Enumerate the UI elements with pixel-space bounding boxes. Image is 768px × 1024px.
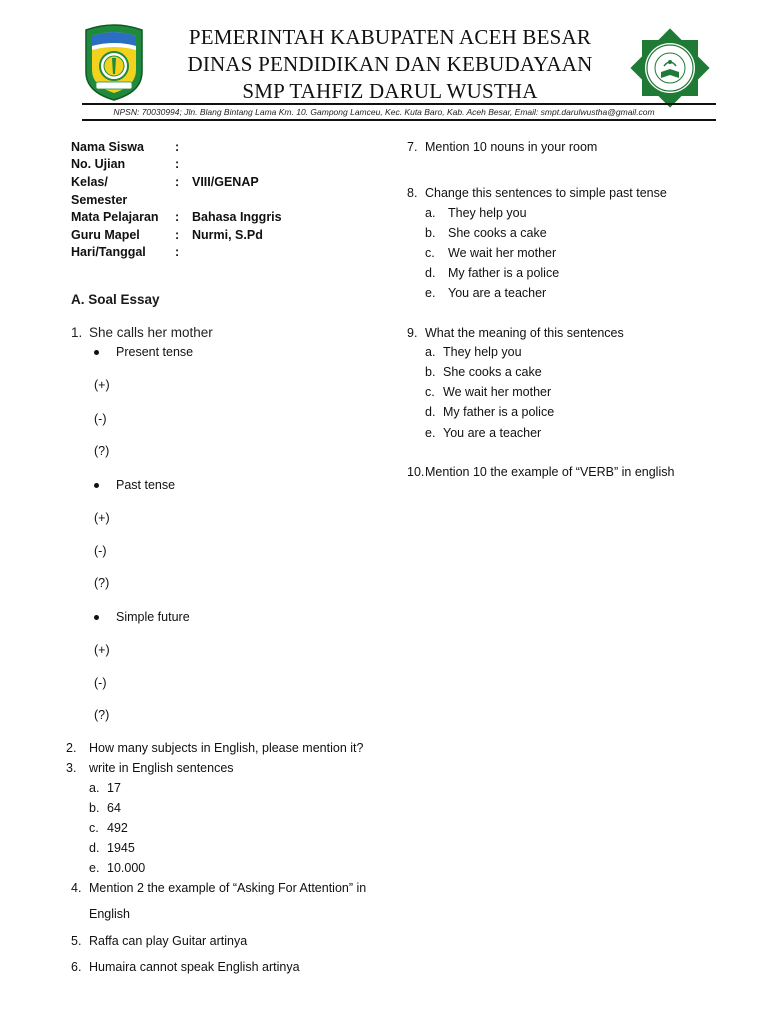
tense-label: Present tense (116, 345, 194, 359)
answer-mark: (+) (94, 643, 110, 657)
answer-mark: (?) (94, 576, 110, 590)
question-text: Mention 2 the example of “Asking For Attention” in (89, 881, 367, 895)
item-letter: c. (89, 821, 99, 835)
question-text-continued: English (89, 907, 130, 921)
question-number: 10. (407, 465, 425, 479)
answer-mark: (+) (94, 511, 110, 525)
item-text: 10.000 (107, 861, 146, 875)
bullet-icon (94, 350, 99, 355)
item-text: 17 (107, 781, 121, 795)
question-text: Mention 10 nouns in your room (425, 140, 598, 154)
item-letter: c. (425, 246, 435, 260)
question-text: What the meaning of this sentences (425, 326, 624, 340)
question-text: She calls her mother (89, 325, 213, 340)
section-title: A. Soal Essay (71, 292, 160, 307)
info-colon: : (175, 175, 180, 189)
answer-mark: (-) (94, 412, 107, 426)
item-letter: e. (89, 861, 100, 875)
item-text: 492 (107, 821, 128, 835)
info-colon: : (175, 140, 180, 154)
item-text: She cooks a cake (448, 226, 547, 240)
answer-mark: (+) (94, 378, 110, 392)
tense-label: Past tense (116, 478, 176, 492)
question-number: 5. (71, 934, 82, 948)
answer-mark: (?) (94, 708, 110, 722)
tense-label: Simple future (116, 610, 190, 624)
item-letter: d. (425, 266, 436, 280)
info-label: Semester (71, 193, 128, 207)
item-text: They help you (443, 345, 522, 359)
item-text: 64 (107, 801, 121, 815)
item-letter: a. (89, 781, 100, 795)
info-colon: : (175, 228, 180, 242)
item-text: You are a teacher (448, 286, 547, 300)
item-letter: a. (425, 345, 436, 359)
question-text: Raffa can play Guitar artinya (89, 934, 248, 948)
item-text: 1945 (107, 841, 135, 855)
question-text: Humaira cannot speak English artinya (89, 960, 300, 974)
header-line-2: DINAS PENDIDIKAN DAN KEBUDAYAAN (187, 52, 593, 76)
info-value: Bahasa Inggris (192, 210, 282, 224)
item-letter: a. (425, 206, 436, 220)
info-label: No. Ujian (71, 157, 126, 171)
question-number: 3. (66, 761, 77, 775)
question-number: 1. (71, 325, 83, 340)
item-text: You are a teacher (443, 426, 542, 440)
question-number: 9. (407, 326, 418, 340)
item-letter: b. (89, 801, 100, 815)
info-value: VIII/GENAP (192, 175, 259, 189)
answer-mark: (-) (94, 544, 107, 558)
info-label: Guru Mapel (71, 228, 140, 242)
item-text: She cooks a cake (443, 365, 542, 379)
item-letter: d. (425, 405, 436, 419)
question-number: 8. (407, 186, 418, 200)
info-label: Mata Pelajaran (71, 210, 159, 224)
bullet-icon (94, 615, 99, 620)
info-colon: : (175, 210, 180, 224)
header-divider-thin (82, 119, 716, 121)
item-text: We wait her mother (448, 246, 557, 260)
aceh-besar-emblem (82, 20, 146, 102)
item-letter: b. (425, 226, 436, 240)
info-colon: : (175, 157, 180, 171)
question-text: Mention 10 the example of “VERB” in english (425, 465, 675, 479)
item-letter: e. (425, 426, 436, 440)
info-label: Nama Siswa (71, 140, 144, 154)
question-text: write in English sentences (89, 761, 234, 775)
info-colon: : (175, 245, 180, 259)
info-label: Hari/Tanggal (71, 245, 146, 259)
item-text: They help you (448, 206, 527, 220)
item-text: My father is a police (443, 405, 555, 419)
school-address: NPSN: 70030994; Jln. Blang Bintang Lama Km. 10. Gampong Lamceu, Kec. Kuta Baro, Kab. Aceh Besar, Email: smpt.darulwustha@gmail.com (113, 107, 655, 117)
question-number: 4. (71, 881, 82, 895)
question-text: Change this sentences to simple past tense (425, 186, 667, 200)
item-letter: d. (89, 841, 100, 855)
header-line-3: SMP TAHFIZ DARUL WUSTHA (242, 79, 538, 103)
item-letter: b. (425, 365, 436, 379)
info-label: Kelas/ (71, 175, 108, 189)
answer-mark: (?) (94, 444, 110, 458)
question-number: 7. (407, 140, 418, 154)
question-number: 2. (66, 741, 77, 755)
question-text: How many subjects in English, please mention it? (89, 741, 364, 755)
item-letter: e. (425, 286, 436, 300)
item-letter: c. (425, 385, 435, 399)
answer-mark: (-) (94, 676, 107, 690)
item-text: We wait her mother (443, 385, 552, 399)
bullet-icon (94, 483, 99, 488)
question-number: 6. (71, 960, 82, 974)
item-text: My father is a police (448, 266, 560, 280)
yayasan-darul-wustha-emblem (628, 26, 712, 110)
info-value: Nurmi, S.Pd (192, 228, 263, 242)
header-line-1: PEMERINTAH KABUPATEN ACEH BESAR (188, 25, 592, 49)
header-divider-thick (82, 103, 716, 105)
